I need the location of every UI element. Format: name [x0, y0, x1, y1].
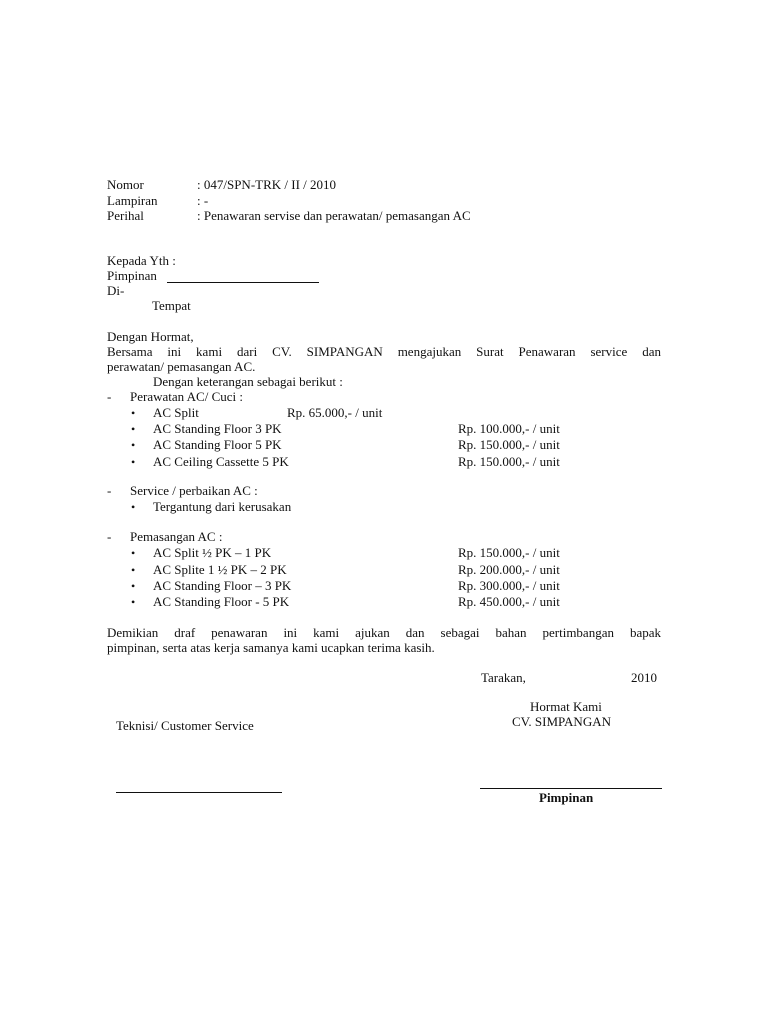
- tempat-label: Tempat: [152, 298, 191, 313]
- greeting: Dengan Hormat,: [107, 329, 194, 344]
- bullet-icon: •: [131, 546, 136, 560]
- perihal-value: : Penawaran servise dan perawatan/ pemasangan AC: [197, 208, 471, 223]
- signature-city: Tarakan,: [481, 670, 526, 685]
- list-item-name: AC Standing Floor 3 PK: [153, 421, 282, 436]
- bullet-icon: •: [131, 422, 136, 436]
- list-item-name: AC Splite 1 ½ PK – 2 PK: [153, 562, 287, 577]
- bullet-icon: •: [131, 438, 136, 452]
- perihal-label: Perihal: [107, 208, 144, 223]
- section-dash: -: [107, 529, 112, 544]
- closing-line-1: Demikian draf penawaran ini kami ajukan dan sebagai bahan pertimbangan bapak: [107, 625, 661, 640]
- section-title-service: Service / perbaikan AC :: [130, 483, 258, 498]
- opening-line-1: Bersama ini kami dari CV. SIMPANGAN mengajukan Surat Penawaran service dan: [107, 344, 661, 359]
- list-item-name: AC Standing Floor - 5 PK: [153, 594, 290, 609]
- closing-line-2: pimpinan, serta atas kerja samanya kami ucapkan terima kasih.: [107, 640, 435, 655]
- bullet-icon: •: [131, 406, 136, 420]
- section-dash: -: [107, 389, 112, 404]
- lampiran-label: Lampiran: [107, 193, 158, 208]
- bullet-icon: •: [131, 563, 136, 577]
- bullet-icon: •: [131, 500, 136, 514]
- bullet-icon: •: [131, 595, 136, 609]
- left-signature-line: [116, 792, 282, 793]
- list-item-price: Rp. 150.000,- / unit: [458, 437, 560, 452]
- signature-left-role: Teknisi/ Customer Service: [116, 718, 254, 733]
- nomor-value: : 047/SPN-TRK / II / 2010: [197, 177, 337, 192]
- right-signature-line: [480, 788, 662, 789]
- section-title-pemasangan: Pemasangan AC :: [130, 529, 223, 544]
- opening-line-3: Dengan keterangan sebagai berikut :: [153, 374, 343, 389]
- kepada-yth: Kepada Yth :: [107, 253, 176, 268]
- list-item-price: Rp. 300.000,- / unit: [458, 578, 560, 593]
- signature-year: 2010: [631, 670, 657, 685]
- signature-company: CV. SIMPANGAN: [512, 714, 611, 729]
- list-item-name: AC Split ½ PK – 1 PK: [153, 545, 272, 560]
- di-label: Di-: [107, 283, 125, 298]
- signature-hormat: Hormat Kami: [530, 699, 602, 714]
- lampiran-value: : -: [197, 193, 209, 208]
- list-item-name: AC Standing Floor – 3 PK: [153, 578, 292, 593]
- list-item-price: Rp. 65.000,- / unit: [287, 405, 383, 420]
- pimpinan-label: Pimpinan: [107, 268, 157, 283]
- list-item-price: Rp. 150.000,- / unit: [458, 545, 560, 560]
- signature-right-role: Pimpinan: [539, 790, 594, 805]
- pimpinan-blank-line: [167, 282, 319, 283]
- list-item-name: AC Split: [153, 405, 199, 420]
- section-title-perawatan: Perawatan AC/ Cuci :: [130, 389, 244, 404]
- section-dash: -: [107, 483, 112, 498]
- list-item-name: AC Standing Floor 5 PK: [153, 437, 282, 452]
- list-item-price: Rp. 200.000,- / unit: [458, 562, 560, 577]
- list-item-name: Tergantung dari kerusakan: [153, 499, 292, 514]
- bullet-icon: •: [131, 579, 136, 593]
- bullet-icon: •: [131, 455, 136, 469]
- opening-line-2: perawatan/ pemasangan AC.: [107, 359, 256, 374]
- list-item-price: Rp. 450.000,- / unit: [458, 594, 560, 609]
- nomor-label: Nomor: [107, 177, 144, 192]
- list-item-price: Rp. 150.000,- / unit: [458, 454, 560, 469]
- list-item-name: AC Ceiling Cassette 5 PK: [153, 454, 289, 469]
- list-item-price: Rp. 100.000,- / unit: [458, 421, 560, 436]
